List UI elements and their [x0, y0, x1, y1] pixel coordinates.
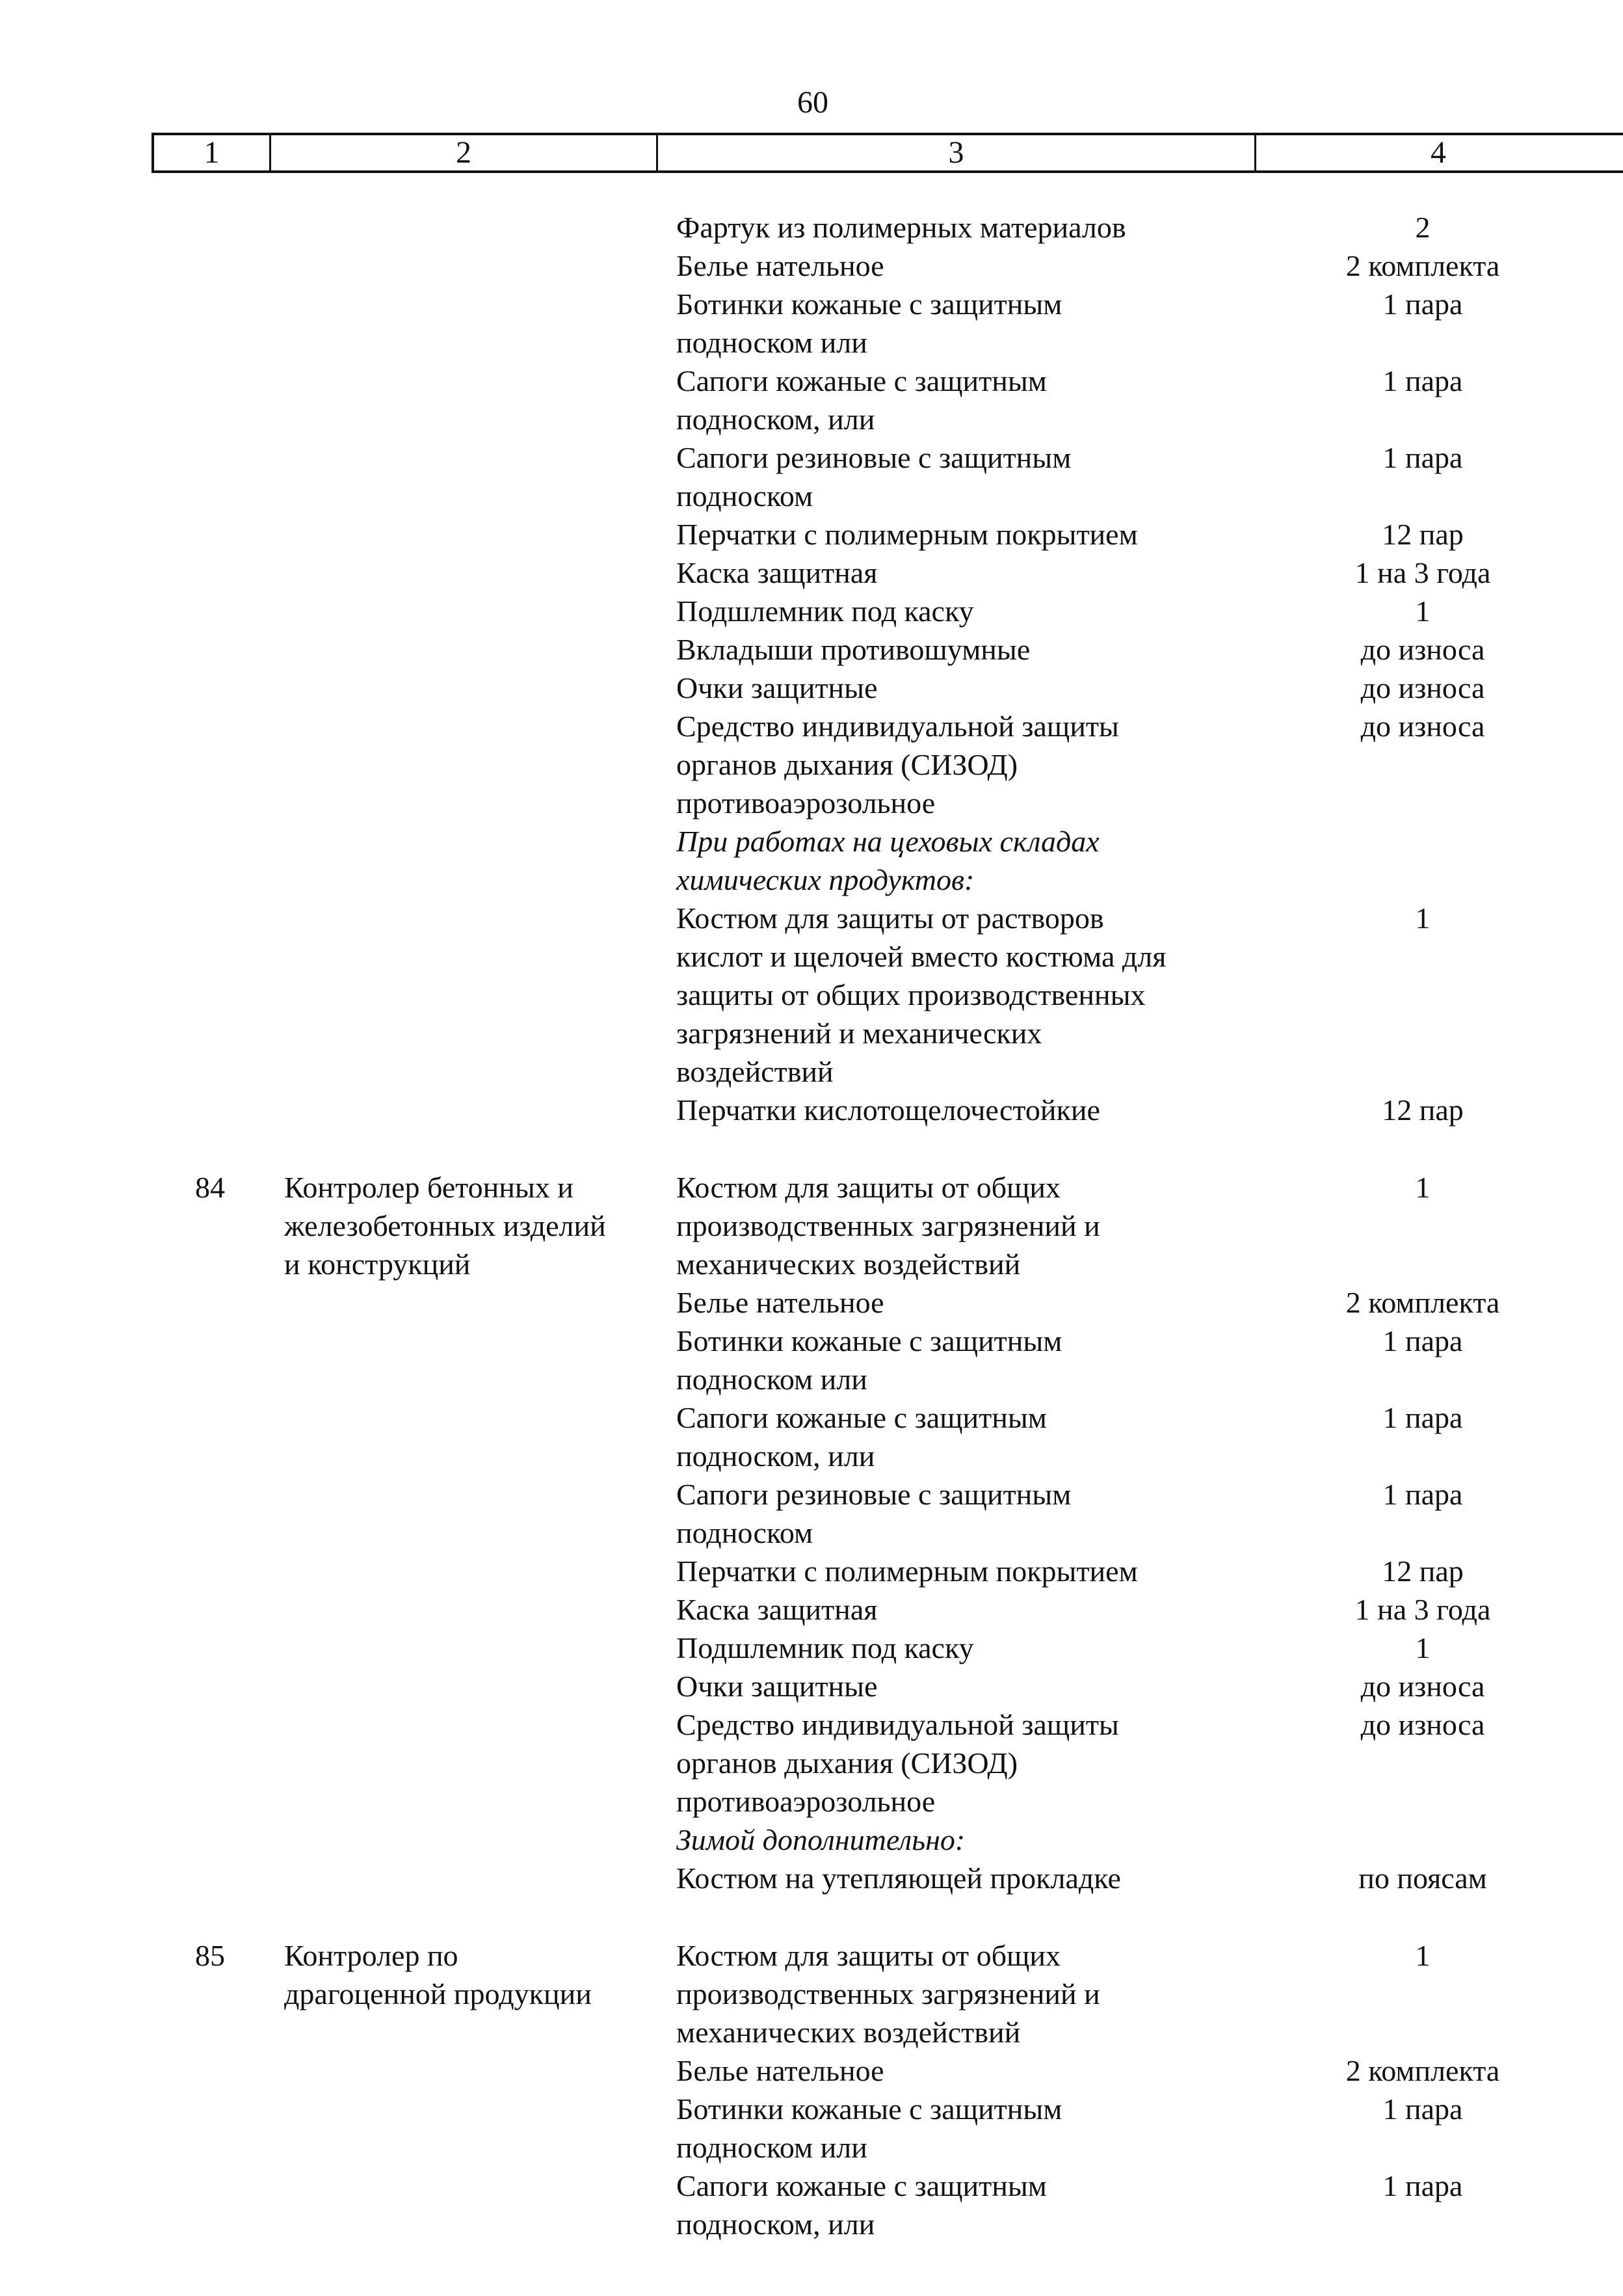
ppe-item-row: [0, 2167, 1623, 2243]
ppe-item-name: Средство индивидуальной защиты органов дыхания (СИЗОД) противоаэрозольное: [676, 1708, 1119, 1818]
ppe-item-name: Зимой дополнительно:: [676, 1823, 966, 1856]
ppe-item-name: Каска защитная: [676, 556, 878, 589]
section-note-row: [0, 822, 1623, 899]
ppe-item-quantity: до износа: [1360, 1708, 1485, 1741]
ppe-item-name: Белье нательное: [676, 249, 884, 282]
ppe-item-row: [0, 1859, 1623, 1897]
ppe-item-quantity: 2 комплекта: [1345, 2054, 1500, 2087]
ppe-item-row: [0, 1398, 1623, 1475]
ppe-item-name: Ботинки кожаные с защитным подноском или: [676, 1324, 1062, 1396]
ppe-item-quantity: до износа: [1360, 671, 1485, 704]
profession-name: Контролер бетонных и железобетонных изделий и конструкций: [284, 1171, 606, 1281]
ppe-item-quantity: 1: [1415, 594, 1431, 628]
ppe-item-name: Очки защитные: [676, 1670, 878, 1703]
ppe-item-name: Подшлемник под каску: [676, 594, 974, 628]
ppe-item-name: Перчатки с полимерным покрытием: [676, 1555, 1138, 1588]
ppe-item-row: [0, 2051, 1623, 2090]
ppe-item-quantity: 1 пара: [1382, 441, 1463, 474]
ppe-item-name: Костюм для защиты от общих производственных загрязнений и механических воздействий: [676, 1939, 1100, 2049]
ppe-item-quantity: по поясам: [1358, 1862, 1487, 1895]
ppe-item-row: [0, 515, 1623, 554]
ppe-item-name: Костюм на утепляющей прокладке: [676, 1862, 1121, 1895]
ppe-item-row: [0, 1475, 1623, 1552]
column-header-2: 2: [271, 135, 658, 170]
block-separator: [0, 1897, 1623, 1936]
ppe-item-row: [0, 554, 1623, 592]
ppe-item-row: [0, 630, 1623, 669]
ppe-item-row: [0, 1936, 1623, 2051]
ppe-item-name: При работах на цеховых складах химических продуктов:: [676, 825, 1100, 896]
ppe-item-name: Сапоги кожаные с защитным подноском, или: [676, 1401, 1047, 1473]
ppe-item-quantity: до износа: [1360, 1670, 1485, 1703]
ppe-item-name: Средство индивидуальной защиты органов дыхания (СИЗОД) противоаэрозольное: [676, 710, 1119, 820]
ppe-item-name: Перчатки с полимерным покрытием: [676, 518, 1138, 551]
column-header-3: 3: [658, 135, 1256, 170]
ppe-item-row: [0, 2090, 1623, 2167]
ppe-item-name: Каска защитная: [676, 1593, 878, 1626]
row-number: 84: [195, 1171, 225, 1204]
ppe-item-row: [0, 1091, 1623, 1129]
ppe-item-quantity: 12 пар: [1382, 1093, 1464, 1127]
ppe-item-row: [0, 1590, 1623, 1629]
ppe-item-quantity: 1: [1415, 1631, 1431, 1664]
page-number: 60: [797, 85, 828, 120]
column-header-4: 4: [1431, 135, 1446, 170]
ppe-item-quantity: 1 пара: [1382, 287, 1463, 321]
ppe-item-quantity: 1: [1415, 1939, 1431, 1972]
document-table-body: [0, 208, 1623, 2243]
ppe-item-name: Сапоги резиновые с защитным подноском: [676, 1478, 1072, 1549]
ppe-item-quantity: 1 пара: [1382, 1478, 1463, 1511]
ppe-item-name: Сапоги кожаные с защитным подноском, или: [676, 2169, 1047, 2241]
ppe-item-quantity: до износа: [1360, 710, 1485, 743]
ppe-item-row: [0, 1629, 1623, 1667]
ppe-item-row: [0, 1283, 1623, 1322]
ppe-item-name: Подшлемник под каску: [676, 1631, 974, 1664]
ppe-item-quantity: 1 пара: [1382, 1401, 1463, 1434]
ppe-item-name: Сапоги кожаные с защитным подноском, или: [676, 364, 1047, 436]
ppe-item-quantity: 1 на 3 года: [1354, 1593, 1491, 1626]
ppe-item-quantity: 2 комплекта: [1345, 249, 1500, 282]
ppe-item-row: [0, 362, 1623, 438]
profession-block: [0, 1936, 1623, 2243]
ppe-item-row: [0, 707, 1623, 822]
ppe-item-name: Белье нательное: [676, 1286, 884, 1319]
column-header-table: [152, 133, 1623, 173]
ppe-item-quantity: 12 пар: [1382, 518, 1464, 551]
profession-block: [0, 1168, 1623, 1897]
ppe-item-quantity: 2 комплекта: [1345, 1286, 1500, 1319]
ppe-item-quantity: 1 пара: [1382, 364, 1463, 397]
ppe-item-name: Вкладыши противошумные: [676, 633, 1031, 666]
ppe-item-name: Сапоги резиновые с защитным подноском: [676, 441, 1072, 513]
ppe-item-quantity: 1: [1415, 1171, 1431, 1204]
ppe-item-name: Костюм для защиты от общих производственных загрязнений и механических воздействий: [676, 1171, 1100, 1281]
ppe-item-row: [0, 1705, 1623, 1821]
profession-name: Контролер по драгоценной продукции: [284, 1939, 592, 2010]
ppe-item-name: Перчатки кислотощелочестойкие: [676, 1093, 1100, 1127]
ppe-item-row: [0, 1667, 1623, 1705]
section-note-row: [0, 1821, 1623, 1859]
ppe-item-quantity: 12 пар: [1382, 1555, 1464, 1588]
profession-block: [0, 208, 1623, 1129]
ppe-item-row: [0, 1552, 1623, 1590]
ppe-item-quantity: до износа: [1360, 633, 1485, 666]
ppe-item-quantity: 2: [1415, 211, 1431, 244]
ppe-item-name: Ботинки кожаные с защитным подноском или: [676, 287, 1062, 359]
ppe-item-row: [0, 1168, 1623, 1283]
ppe-item-name: Костюм для защиты от растворов кислот и щелочей вместо костюма для защиты от общих производственных загрязнений и механических воздействий: [676, 901, 1167, 1088]
ppe-item-name: Очки защитные: [676, 671, 878, 704]
row-number: 85: [195, 1939, 225, 1972]
column-header-1: 1: [154, 135, 271, 170]
ppe-item-quantity: 1 пара: [1382, 2092, 1463, 2126]
ppe-item-row: [0, 247, 1623, 285]
ppe-item-row: [0, 208, 1623, 247]
ppe-item-row: [0, 1322, 1623, 1398]
ppe-item-row: [0, 438, 1623, 515]
ppe-item-quantity: 1 на 3 года: [1354, 556, 1491, 589]
ppe-item-row: [0, 669, 1623, 707]
ppe-item-name: Фартук из полимерных материалов: [676, 211, 1126, 244]
ppe-item-row: [0, 592, 1623, 630]
ppe-item-name: Ботинки кожаные с защитным подноском или: [676, 2092, 1062, 2164]
ppe-item-quantity: 1: [1415, 901, 1431, 935]
ppe-item-quantity: 1 пара: [1382, 2169, 1463, 2202]
ppe-item-row: [0, 899, 1623, 1091]
ppe-item-quantity: 1 пара: [1382, 1324, 1463, 1357]
ppe-item-name: Белье нательное: [676, 2054, 884, 2087]
block-separator: [0, 1129, 1623, 1168]
ppe-item-row: [0, 285, 1623, 362]
